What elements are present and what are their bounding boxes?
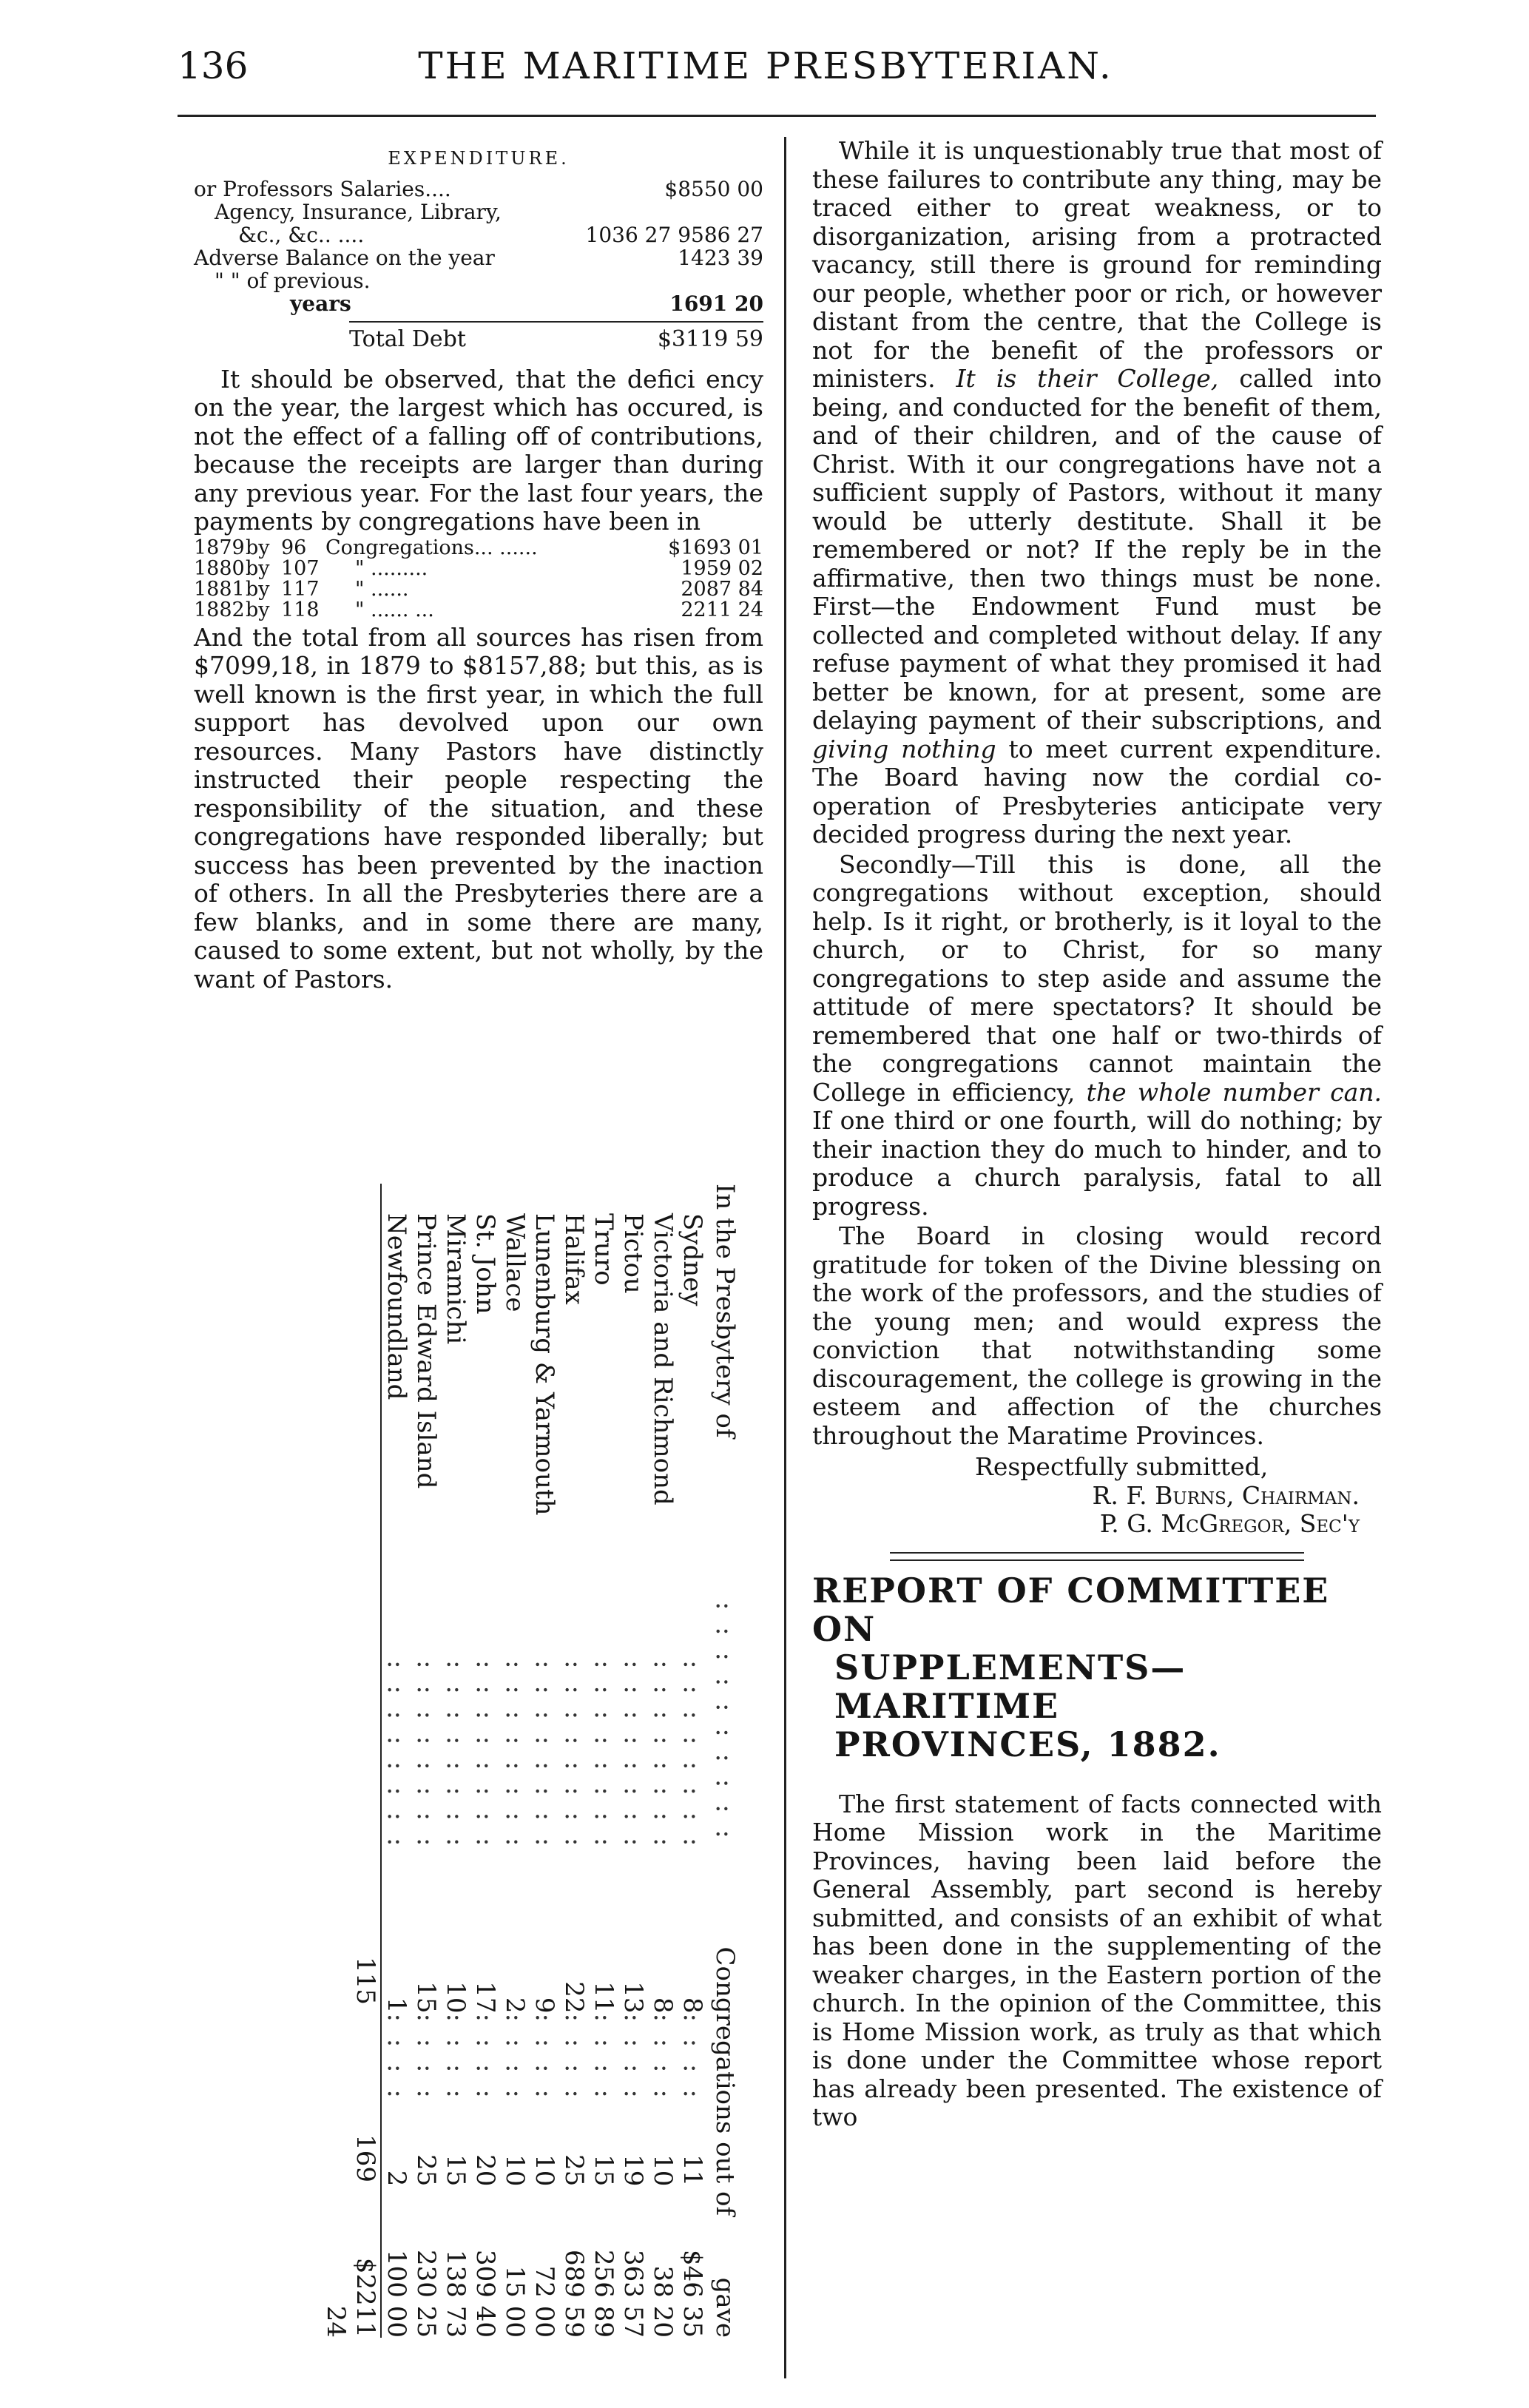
congregation-count: 8 <box>678 1997 707 2014</box>
right-column <box>812 137 1382 2132</box>
leader-dots: : : : : : : : : <box>618 1660 648 1851</box>
out-of-count: 10 <box>500 2154 530 2187</box>
paragraph: And the total from all sources has risen from $7099,18, in 1879 to $8157,88; but this, as is well known is the first year, in which the full support has devolved upon our own resources. Many Pastors have distinctly instructed their people respecting the responsibility of the situation, and these congregations have responded liberally; but success has been prevented by the inaction of others. In all the Presbyteries there are a few blanks, and in some there are many, caused to some extent, but not wholly, by the want of Pastors. <box>194 622 763 994</box>
expenditure-table <box>194 178 763 354</box>
out-of-count: 20 <box>470 2154 500 2187</box>
out-of-count: 15 <box>441 2154 470 2187</box>
presbytery-name: Wallace <box>500 1213 530 1312</box>
amount-given: 689 59 <box>559 2250 589 2338</box>
leader-dots: : : : : <box>441 2013 470 2102</box>
paragraph: While it is unquestionably true that most of these failures to contribute any thing, may be traced either to great weakness, or to disorganization, arising from a protracted vacancy, still there is ground for reminding our people, whether poor or rich, or however distant from the centre, that the College is not for the benefit of the professors or ministers. It is their College, called into being, and conducted for the benefit of them, and of their children, and of the cause of Christ. With it our congregations have not a sufficient supply of Pastors, without it many would be utterly destitute. Shall it be remembered or not? If the reply be in the affirmative, then two things must be none. First—the Endowment Fund must be collected and completed without delay. If any refuse payment of what they promised it had better be known, for at present, some are delaying payment of their subscriptions, and giving nothing to meet current expenditure. The Board having now the cordial co-operation of Presbyteries anticipate very decided progress during the next year. <box>812 136 1382 849</box>
paragraph: The Board in closing would record gratitude for token of the Divine blessing on the work of the professors, and the studies of the young men; and would express the conviction that notwithstanding some discouragement, the college is growing in the esteem and affection of the churches throughout the Maratime Provinces. <box>812 1221 1382 1450</box>
leader-dots: : : : : : : : : <box>441 1660 470 1851</box>
leader-dots: : : : : <box>589 2013 618 2102</box>
leader-dots: : : : : <box>618 2013 648 2102</box>
table-row <box>648 1184 678 2338</box>
table-header: In the Presbytery of : : : : : : : : : : Congregations out of gave <box>710 1184 740 2338</box>
congregation-count: 8 <box>648 1997 678 2014</box>
expenditure-total: Total Debt $3119 59 <box>349 321 763 354</box>
amount-given: 100 00 <box>382 2250 411 2338</box>
congregation-count: 13 <box>618 1981 648 2014</box>
journal-title: THE MARITIME PRESBYTERIAN. <box>418 44 1113 87</box>
table-row <box>441 1184 470 2338</box>
out-of-count: 10 <box>648 2154 678 2187</box>
out-of-count: 11 <box>678 2154 707 2187</box>
expenditure-row: Adverse Balance on the year 1423 39 <box>194 245 763 270</box>
leader-dots: : : : : <box>382 2013 411 2102</box>
leader-dots <box>589 2186 618 2244</box>
leader-dots: : : : : : : : : <box>500 1660 530 1851</box>
table-row <box>618 1184 648 2338</box>
leader-dots: : : : : <box>530 2013 559 2102</box>
leader-dots: : : : : <box>411 2013 441 2102</box>
leader-dots <box>530 2186 559 2244</box>
leader-dots: : : : : <box>500 2013 530 2102</box>
leader-dots: : : : : <box>648 2013 678 2102</box>
leader-dots: : : : : : : : : <box>411 1660 441 1851</box>
leader-dots <box>441 2186 470 2244</box>
amount-given: $46 35 <box>678 2250 707 2338</box>
table-total-row: 115 169 $2211 24 <box>348 1184 382 2338</box>
paragraph: It should be observed, that the defici ency on the year, the largest which has occured, is not the effect of a falling off of contributions, because the receipts are larger than during any previous year. For the last four years, the payments by congregations have been in <box>194 364 763 536</box>
leader-dots <box>678 2186 707 2244</box>
table-row <box>530 1184 559 2338</box>
table-row <box>500 1184 530 2338</box>
amount-given: 15 00 <box>500 2265 530 2338</box>
congregation-payments-table <box>194 538 763 621</box>
leader-dots <box>470 2186 500 2244</box>
out-of-count: 25 <box>411 2154 441 2187</box>
out-of-count: 19 <box>618 2154 648 2187</box>
table-row <box>678 1184 707 2338</box>
presbytery-name: Halifax <box>559 1213 589 1305</box>
presbytery-name: Truro <box>589 1213 618 1286</box>
leader-dots: : : : : : : : : <box>648 1660 678 1851</box>
congregation-count: 10 <box>441 1981 470 2014</box>
leader-dots: : : : : : : : : <box>559 1660 589 1851</box>
amount-given: 256 89 <box>589 2250 618 2338</box>
amount-given: 38 20 <box>648 2265 678 2338</box>
amount-given: 363 57 <box>618 2250 648 2338</box>
table-row: 1880 by 107 " ......... 1959 02 <box>194 556 763 580</box>
leader-dots <box>648 2186 678 2244</box>
congregation-count: 11 <box>589 1981 618 2014</box>
presbytery-table-region <box>259 1184 784 2353</box>
expenditure-row: &c., &c.. .... 1036 27 9586 27 <box>238 222 763 247</box>
presbytery-name: Victoria and Richmond <box>648 1213 678 1505</box>
leader-dots <box>411 2186 441 2244</box>
leader-dots: : : : : : : : : <box>530 1660 559 1851</box>
presbytery-name: Lunenburg & Yarmouth <box>530 1213 559 1516</box>
congregation-count: 17 <box>470 1981 500 2014</box>
leader-dots: : : : : : : : : <box>382 1660 411 1851</box>
leader-dots <box>382 2186 411 2244</box>
table-body <box>382 1184 707 2338</box>
report-heading: REPORT OF COMMITTEE ON SUPPLEMENTS—MARITIME PROVINCES, 1882. <box>812 1570 1330 1764</box>
paragraph: The first statement of facts connected with Home Mission work in the Maritime Provinces, having been laid before the General Assembly, part second is hereby submitted, and consists of an exhibit of what has been done in the supplementing of the weaker charges, in the Eastern portion of the church. In the opinion of the Committee, this is Home Mission work, as truly as that which is done under the Committee whose report has already been presented. The existence of two <box>812 1789 1382 2131</box>
amount-given: 138 73 <box>441 2250 470 2338</box>
leader-dots: : : : : : : : : <box>589 1660 618 1851</box>
congregation-count: 22 <box>559 1981 589 2014</box>
table-row <box>470 1184 500 2338</box>
table-row: 1881 by 117 " ...... 2087 84 <box>194 577 763 601</box>
presbytery-name: Sydney <box>678 1213 707 1306</box>
table-row <box>559 1184 589 2338</box>
table-row <box>589 1184 618 2338</box>
congregation-count: 1 <box>382 1997 411 2014</box>
presbytery-name: Miramichi <box>441 1213 470 1345</box>
out-of-count: 2 <box>382 2170 411 2187</box>
presbytery-name: Prince Edward Island <box>411 1213 441 1489</box>
expenditure-row: " " of previous. <box>215 268 371 293</box>
expenditure-row: Agency, Insurance, Library, <box>215 199 502 224</box>
signature-chairman: R. F. Burns, Chairman. <box>1092 1480 1360 1510</box>
presbytery-name: St. John <box>470 1213 500 1315</box>
table-row: 1879 by 96 Congregations... ...... $1693 01 <box>194 536 763 559</box>
expenditure-heading: EXPENDITURE. <box>388 148 570 169</box>
leader-dots: : : : : : : : : <box>470 1660 500 1851</box>
section-divider <box>890 1552 1304 1561</box>
leader-dots: : : : : <box>559 2013 589 2102</box>
table-row <box>411 1184 441 2338</box>
left-column <box>194 137 763 994</box>
expenditure-row: or Professors Salaries.... $8550 00 <box>194 176 763 201</box>
expenditure-row: years 1691 20 <box>290 291 763 316</box>
leader-dots: : : : : : : : : <box>678 1660 707 1851</box>
leader-dots: : : : : <box>678 2013 707 2102</box>
leader-dots <box>618 2186 648 2244</box>
signoff: Respectfully submitted, R. F. Burns, Chairman. P. G. McGregor, Sec'y <box>812 1453 1382 1539</box>
presbytery-name: Pictou <box>618 1213 648 1294</box>
header-rule <box>178 115 1376 117</box>
running-head <box>148 38 1383 98</box>
amount-given: 309 40 <box>470 2250 500 2338</box>
amount-given: 230 25 <box>411 2250 441 2338</box>
amount-given: 72 00 <box>530 2265 559 2338</box>
leader-dots: : : : : <box>470 2013 500 2102</box>
column-divider <box>784 137 786 2378</box>
signature-secretary: P. G. McGregor, Sec'y <box>1099 1509 1360 1538</box>
congregation-count: 9 <box>530 1997 559 2014</box>
page-number: 136 <box>178 44 249 87</box>
out-of-count: 25 <box>559 2154 589 2187</box>
out-of-count: 15 <box>589 2154 618 2187</box>
leader-dots <box>500 2186 530 2244</box>
table-row: 1882 by 118 " ...... ... 2211 24 <box>194 598 763 621</box>
leader-dots <box>559 2186 589 2244</box>
congregation-count: 15 <box>411 1981 441 2014</box>
congregation-count: 2 <box>500 1997 530 2014</box>
paragraph: Secondly—Till this is done, all the congregations without exception, should help. Is it right, or brotherly, is it loyal to the church, or to Christ, for so many congregations to step aside and assume the attitude of mere spectators? It should be remembered that one half or two-thirds of the congregations cannot maintain the College in efficiency, the whole number can. If one third or one fourth, will do nothing; by their inaction they do much to hinder, and to produce a church paralysis, fatal to all progress. <box>812 849 1382 1221</box>
table-row <box>382 1184 411 2338</box>
presbytery-table <box>266 1184 740 2338</box>
out-of-count: 10 <box>530 2154 559 2187</box>
presbytery-name: Newfoundland <box>382 1213 411 1400</box>
